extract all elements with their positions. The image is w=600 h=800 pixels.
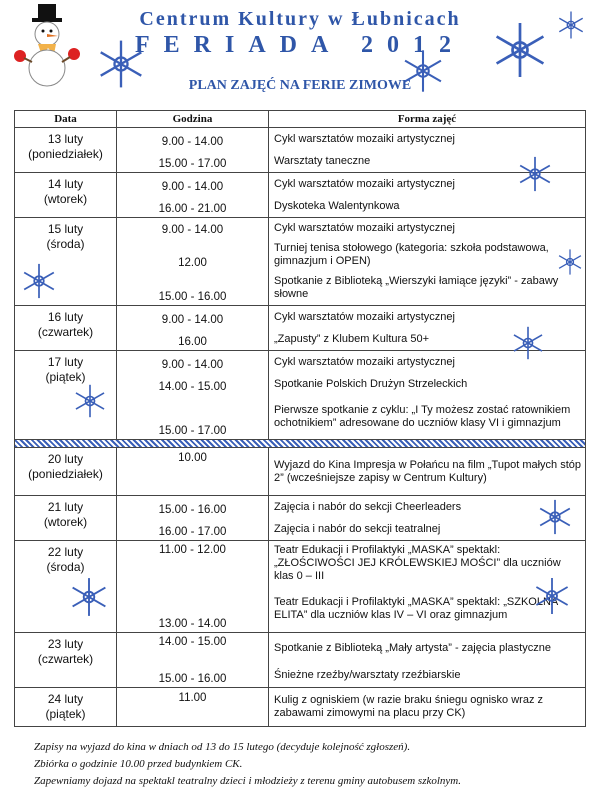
time-cell: 9.00 - 14.00 <box>117 128 269 150</box>
table-row <box>15 218 585 306</box>
activity-cell: Cykl warsztatów mozaiki artystycznej <box>274 310 455 323</box>
snowflake-icon <box>516 155 554 193</box>
time-cell: 12.00 <box>117 238 269 271</box>
activity-cell: Teatr Edukacji i Profilaktyki „MASKA” spektakl: „ZŁOŚCIWOŚCI JEJ KRÓLEWSKIEJ MOŚCI” dla uczniów klas 0 – III <box>274 544 561 582</box>
weekday-label: (środa) <box>46 237 85 251</box>
activity-cell: Kulig z ogniskiem (w razie braku śniegu ognisko wraz z zabawami zimowymi na placu przy CK) <box>274 694 544 719</box>
snowflake-icon <box>20 262 58 300</box>
time-cell: 9.00 - 14.00 <box>117 173 269 195</box>
activity-cell: Teatr Edukacji i Profilaktyki „MASKA” spektakl: „SZKOLNA ELITA” dla uczniów klas IV – VI oraz gimnazjum <box>274 596 558 621</box>
time-cell: 9.00 - 14.00 <box>117 218 269 238</box>
snowflake-icon <box>72 383 108 419</box>
activity-cell: Cykl warsztatów mozaiki artystycznej <box>274 355 455 368</box>
snowflake-icon <box>556 10 586 40</box>
date-label: 16 luty <box>47 310 84 324</box>
activity-cell: Dyskoteka Walentynkowa <box>274 199 400 212</box>
snowflake-icon <box>490 20 550 80</box>
time-cell: 10.00 <box>117 448 269 495</box>
date-label: 15 luty <box>47 222 84 236</box>
note-line: Zbiórka o godzinie 10.00 przed budynkiem CK. <box>34 758 243 770</box>
table-row <box>15 688 585 726</box>
date-label: 14 luty <box>47 177 84 191</box>
activity-cell: „Zapusty” z Klubem Kultura 50+ <box>274 332 429 345</box>
activity-cell: Cykl warsztatów mozaiki artystycznej <box>274 177 455 190</box>
time-cell: 15.00 - 16.00 <box>117 271 269 305</box>
table-row <box>15 633 585 688</box>
time-cell: 11.00 - 12.00 <box>117 541 269 586</box>
snowflake-icon <box>68 576 110 618</box>
time-cell: 14.00 - 15.00 <box>117 633 269 663</box>
table-row <box>15 306 585 351</box>
activity-cell: Wyjazd do Kina Impresja w Połańcu na film „Tupot małych stóp 2” (wcześniejsze zapisy w Centrum Kultury) <box>274 458 582 484</box>
date-cell <box>15 448 117 495</box>
table-row <box>15 128 585 173</box>
date-label: 13 luty <box>47 132 84 146</box>
weekday-label: (wtorek) <box>43 192 88 206</box>
activity-cell: Turniej tenisa stołowego (kategoria: szkoła podstawowa, gimnazjum i OPEN) <box>274 241 549 267</box>
activity-cell: Spotkanie Polskich Drużyn Strzeleckich <box>274 377 468 390</box>
snowflake-icon <box>400 48 446 94</box>
section-divider <box>15 440 585 448</box>
weekday-label: (piątek) <box>45 370 86 384</box>
weekday-label: (środa) <box>46 560 85 574</box>
time-cell: 9.00 - 14.00 <box>117 351 269 373</box>
date-cell <box>15 306 117 350</box>
time-cell: 9.00 - 14.00 <box>117 306 269 328</box>
time-cell: 16.00 - 21.00 <box>117 195 269 217</box>
activity-cell: Warsztaty taneczne <box>274 154 371 167</box>
time-cell: 15.00 - 17.00 <box>117 395 269 439</box>
weekday-label: (piątek) <box>45 707 86 721</box>
plan-title: PLAN ZAJĘĆ NA FERIE ZIMOWE <box>188 78 412 93</box>
header-subtitle: FERIADA 2012 <box>134 32 465 58</box>
date-label: 24 luty <box>47 692 84 706</box>
note-line: Zapewniamy dojazd na spektakl teatralny dzieci i młodzieży z terenu gminy autobusem szkolnym. <box>34 775 462 787</box>
time-column-header: Godzina <box>117 111 269 127</box>
activity-cell: Zajęcia i nabór do sekcji teatralnej <box>274 522 441 535</box>
date-cell <box>15 633 117 687</box>
date-column-header: Data <box>15 111 117 127</box>
snowflake-icon <box>95 38 147 90</box>
date-cell <box>15 688 117 726</box>
date-label: 20 luty <box>47 452 84 466</box>
weekday-label: (poniedziałek) <box>28 147 103 161</box>
time-cell: 14.00 - 15.00 <box>117 373 269 395</box>
snowflake-icon <box>556 248 584 276</box>
activity-cell: Spotkanie z Biblioteką „Wierszyki łamiące języki” - zabawy słowne <box>274 275 559 300</box>
date-label: 17 luty <box>47 355 84 369</box>
date-cell <box>15 173 117 217</box>
weekday-label: (poniedziałek) <box>28 467 103 481</box>
time-cell: 15.00 - 16.00 <box>117 496 269 518</box>
time-cell: 11.00 <box>117 688 269 726</box>
time-cell: 15.00 - 16.00 <box>117 663 269 687</box>
weekday-label: (czwartek) <box>37 652 94 666</box>
date-label: 22 luty <box>47 545 84 559</box>
activity-cell: Śnieżne rzeźby/warsztaty rzeźbiarskie <box>274 668 461 681</box>
weekday-label: (czwartek) <box>37 325 94 339</box>
snowflake-icon <box>510 325 546 361</box>
form-column-header: Forma zajęć <box>397 113 457 125</box>
time-cell: 13.00 - 14.00 <box>117 586 269 632</box>
activity-cell: Spotkanie z Biblioteką „Mały artysta” - zajęcia plastyczne <box>274 641 551 654</box>
header-title: Centrum Kultury w Łubnicach <box>139 8 461 30</box>
activity-cell: Cykl warsztatów mozaiki artystycznej <box>274 132 455 145</box>
notes-section <box>34 739 594 790</box>
snowflake-icon <box>532 576 572 616</box>
table-header-row <box>15 111 585 128</box>
time-cell: 16.00 <box>117 328 269 350</box>
activity-cell: Pierwsze spotkanie z cyklu: „I Ty możesz zostać ratownikiem ochotnikiem” adresowane do uczniów klasy VI i gimnazjum <box>274 404 571 429</box>
time-cell: 15.00 - 17.00 <box>117 150 269 172</box>
time-cell: 16.00 - 17.00 <box>117 518 269 540</box>
date-cell <box>15 128 117 172</box>
date-label: 21 luty <box>47 500 84 514</box>
date-label: 23 luty <box>47 637 84 651</box>
table-row <box>15 448 585 496</box>
note-line: Zapisy na wyjazd do kina w dniach od 13 do 15 lutego (decyduje kolejność zgłoszeń). <box>34 741 411 753</box>
date-cell <box>15 496 117 540</box>
snowflake-icon <box>536 498 574 536</box>
activity-cell: Cykl warsztatów mozaiki artystycznej <box>274 221 455 234</box>
table-row <box>15 496 585 541</box>
activity-cell: Zajęcia i nabór do sekcji Cheerleaders <box>274 500 462 513</box>
weekday-label: (wtorek) <box>43 515 88 529</box>
table-row <box>15 173 585 218</box>
